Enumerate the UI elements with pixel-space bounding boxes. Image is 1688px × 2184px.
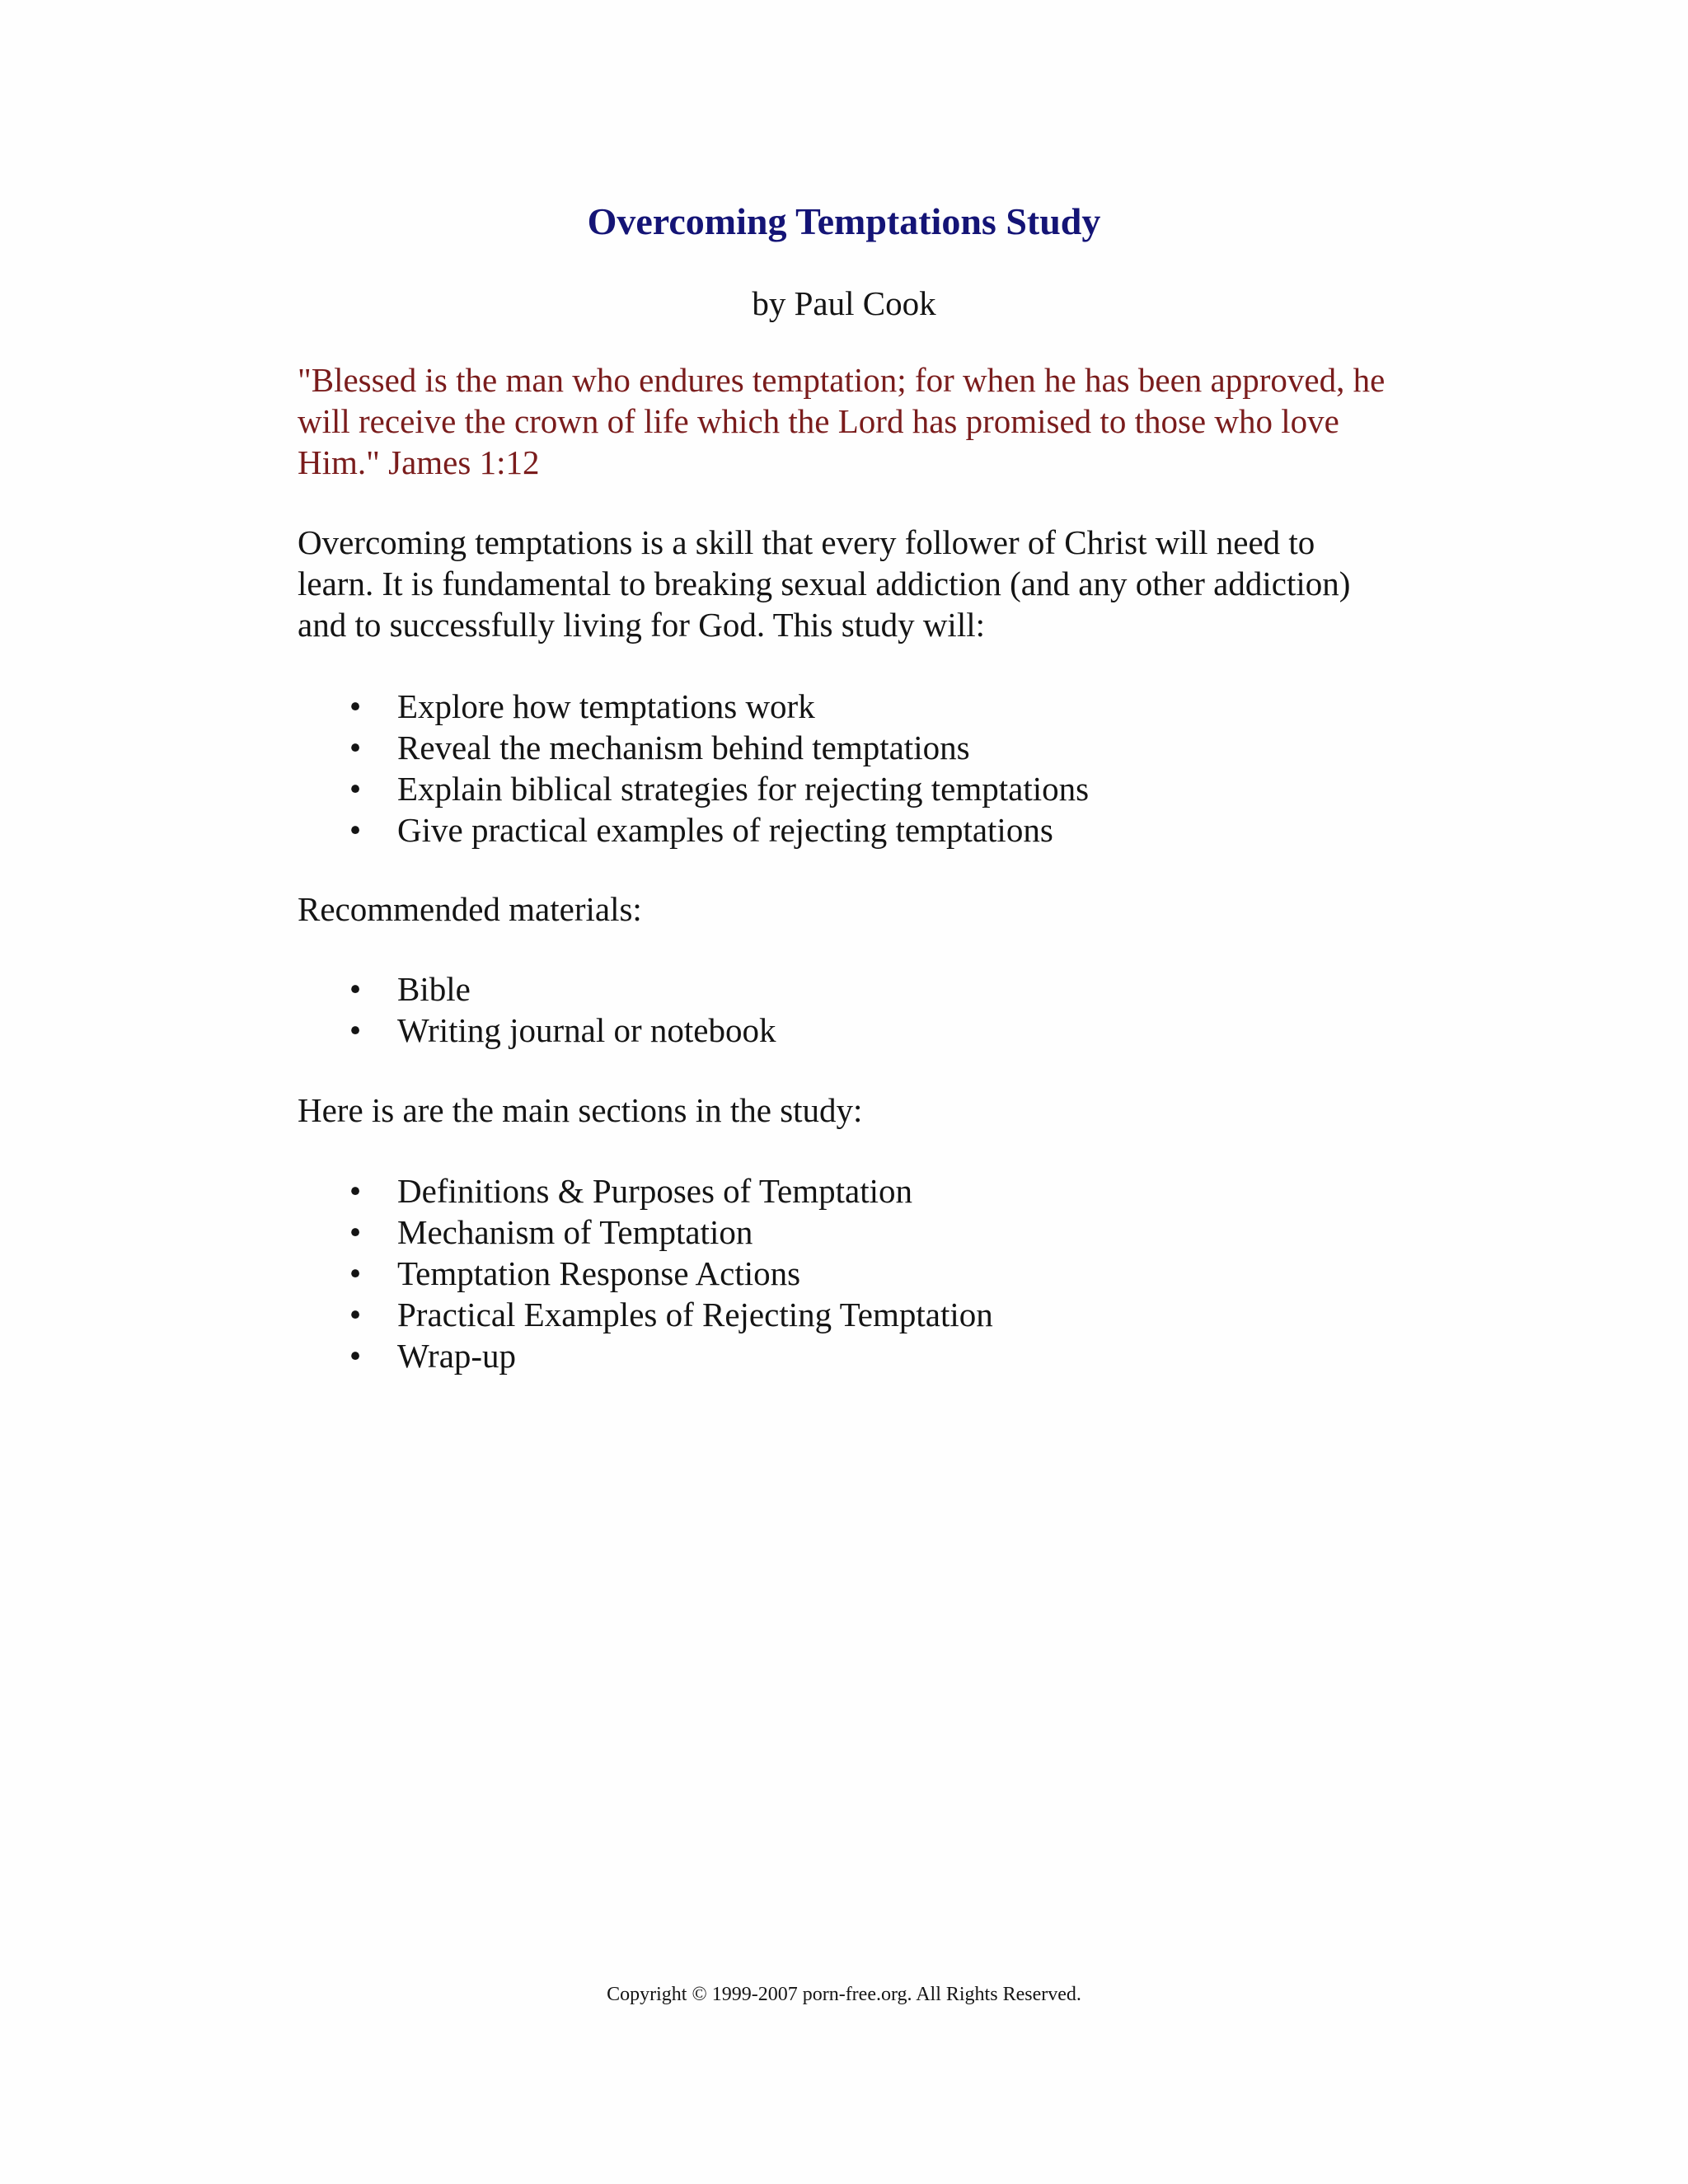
bullet-icon: •	[349, 1254, 362, 1292]
bullet-icon: •	[349, 1011, 362, 1049]
list-item-text: Mechanism of Temptation	[397, 1213, 753, 1251]
copyright-footer: Copyright © 1999-2007 porn-free.org. All Rights Reserved.	[607, 1984, 1081, 2005]
list-item	[298, 1212, 1386, 1253]
author-byline: by Paul Cook	[752, 284, 936, 322]
list-item-text: Explore how temptations work	[397, 687, 815, 725]
list-item	[298, 809, 1386, 851]
sections-heading: Here is are the main sections in the study:	[298, 1091, 863, 1129]
scripture-quote: "Blessed is the man who endures temptation; for when he has been approved, he will receive the crown of life which the Lord has promised to those who love Him." James 1:12	[298, 361, 1386, 481]
bullet-icon: •	[349, 687, 362, 725]
list-item-text: Definitions & Purposes of Temptation	[397, 1172, 912, 1210]
list-item-text: Bible	[397, 970, 471, 1008]
list-item	[298, 686, 1386, 727]
list-item	[298, 768, 1386, 809]
list-item	[298, 727, 1386, 768]
bullet-icon: •	[349, 1337, 362, 1375]
bullet-icon: •	[349, 811, 362, 849]
list-item-text: Practical Examples of Rejecting Temptation	[397, 1296, 993, 1333]
list-item	[298, 968, 1386, 1010]
bullet-icon: •	[349, 729, 362, 766]
study-objectives-list	[298, 686, 1386, 851]
list-item	[298, 1294, 1386, 1335]
intro-paragraph: Overcoming temptations is a skill that every follower of Christ will need to learn. It is fundamental to breaking sexual addiction (and any other addiction) and to successfully living for God. This study will:	[298, 523, 1351, 644]
bullet-icon: •	[349, 970, 362, 1008]
list-item	[298, 1253, 1386, 1294]
materials-heading: Recommended materials:	[298, 890, 642, 928]
list-item-text: Temptation Response Actions	[397, 1254, 801, 1292]
list-item-text: Explain biblical strategies for rejecting temptations	[397, 770, 1090, 808]
list-item-text: Reveal the mechanism behind temptations	[397, 729, 970, 766]
bullet-icon: •	[349, 1296, 362, 1333]
bullet-icon: •	[349, 1172, 362, 1210]
bullet-icon: •	[349, 1213, 362, 1251]
list-item	[298, 1010, 1386, 1051]
list-item-text: Give practical examples of rejecting temptations	[397, 811, 1053, 849]
list-item-text: Writing journal or notebook	[397, 1011, 776, 1049]
bullet-icon: •	[349, 770, 362, 808]
study-sections-list	[298, 1170, 1386, 1376]
materials-list	[298, 968, 1386, 1051]
list-item	[298, 1335, 1386, 1376]
list-item-text: Wrap-up	[397, 1337, 517, 1375]
list-item	[298, 1170, 1386, 1212]
document-title: Overcoming Temptations Study	[587, 200, 1101, 242]
